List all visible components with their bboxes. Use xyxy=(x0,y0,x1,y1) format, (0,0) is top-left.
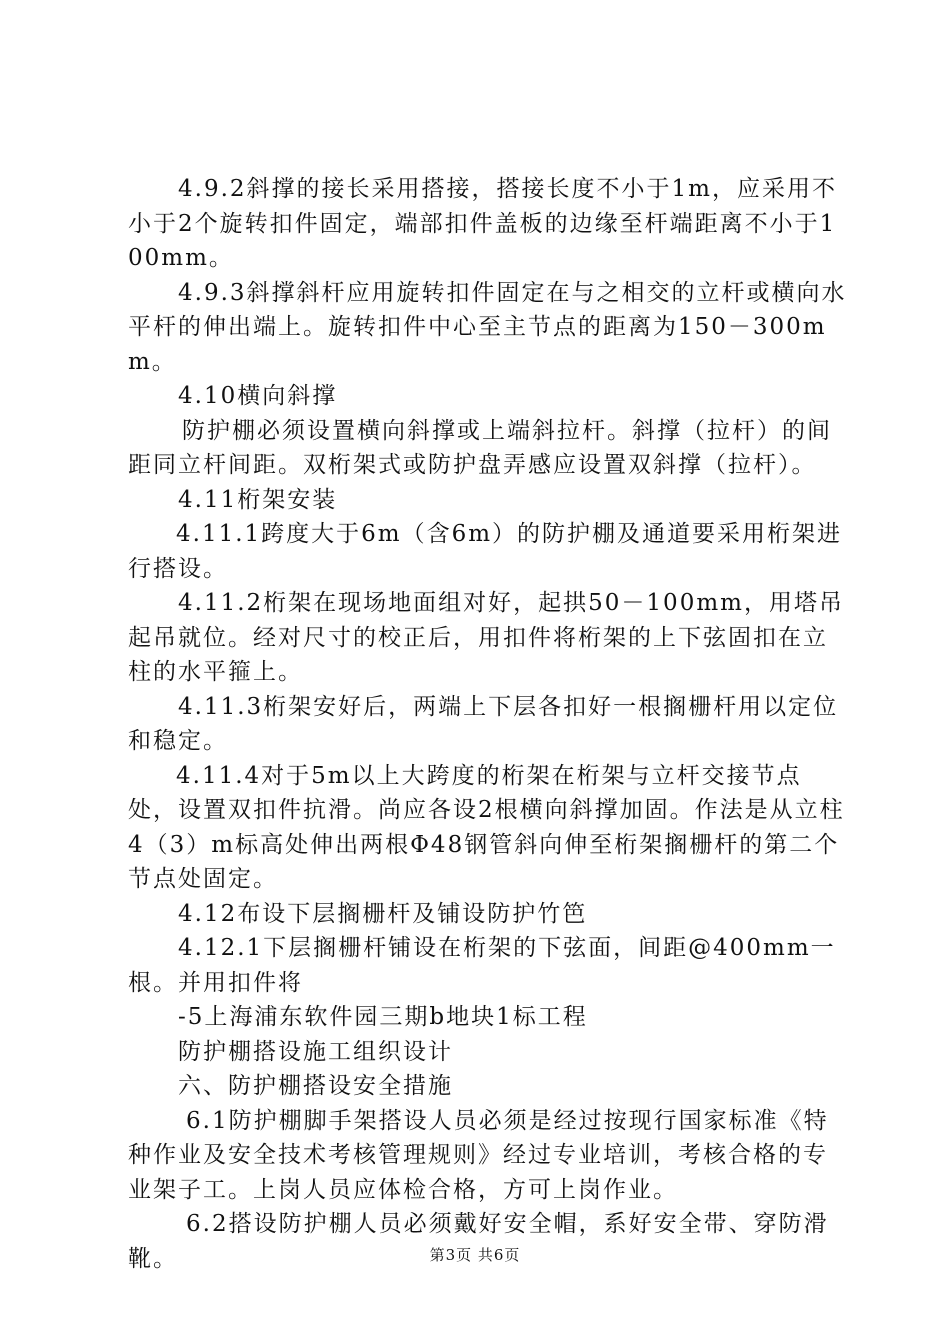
header-document-title: 防护棚搭设施工组织设计 xyxy=(178,1038,453,1065)
heading-4-11: 4.11桁架安装 xyxy=(178,486,338,513)
paragraph-6-1: 6.1防护棚脚手架搭设人员必须是经过按现行国家标准《特种作业及安全技术考核管理规则》经过专业培训，考核合格的专业架子工。上岗人员应体检合格，方可上岗作业。 xyxy=(128,1107,829,1203)
paragraph-4-9-3: 4.9.3斜撑斜杆应用旋转扣件固定在与之相交的立杆或横向水平杆的伸出端上。旋转扣件中心至主节点的距离为150－300mm。 xyxy=(128,279,847,375)
heading-4-12: 4.12布设下层搁栅杆及铺设防护竹笆 xyxy=(178,900,588,927)
header-project-name: -5上海浦东软件园三期b地块1标工程 xyxy=(178,1004,588,1030)
paragraph-4-11-3: 4.11.3桁架安好后，两端上下层各扣好一根搁栅杆用以定位和稳定。 xyxy=(128,693,839,754)
document-body xyxy=(128,172,850,1276)
paragraph-4-11-1: 4.11.1跨度大于6m（含6m）的防护棚及通道要采用桁架进行搭设。 xyxy=(128,521,843,582)
section-heading-safety: 六、防护棚搭设安全措施 xyxy=(178,1073,453,1099)
paragraph-4-11-4: 4.11.4对于5m以上大跨度的桁架在桁架与立杆交接节点处，设置双扣件抗滑。尚应各设2根横向斜撑加固。作法是从立柱4（3）m标高处伸出两根Φ48钢管斜向伸至桁架搁栅杆的第二个节点处固定。 xyxy=(128,762,845,892)
paragraph-4-10: 防护棚必须设置横向斜撑或上端斜拉杆。斜撑（拉杆）的间距同立杆间距。双桁架式或防护盘弄感应设置双斜撑（拉杆）。 xyxy=(128,417,832,478)
paragraph-4-12-1: 4.12.1下层搁栅杆铺设在桁架的下弦面，间距@400mm一根。并用扣件将 xyxy=(128,935,836,996)
page-footer: 第3页 共6页 xyxy=(429,1246,521,1264)
paragraph-6-2: 6.2搭设防护棚人员必须戴好安全帽，系好安全带、穿防滑靴。 xyxy=(128,1211,829,1272)
paragraph-4-11-2: 4.11.2桁架在现场地面组对好，起拱50－100mm，用塔吊起吊就位。经对尺寸的校正后，用扣件将桁架的上下弦固扣在立柱的水平箍上。 xyxy=(128,590,844,685)
heading-4-10: 4.10横向斜撑 xyxy=(178,383,338,409)
paragraph-4-9-2: 4.9.2斜撑的接长采用搭接，搭接长度不小于1m，应采用不小于2个旋转扣件固定，端部扣件盖板的边缘至杆端距离不小于100mm。 xyxy=(128,176,837,271)
